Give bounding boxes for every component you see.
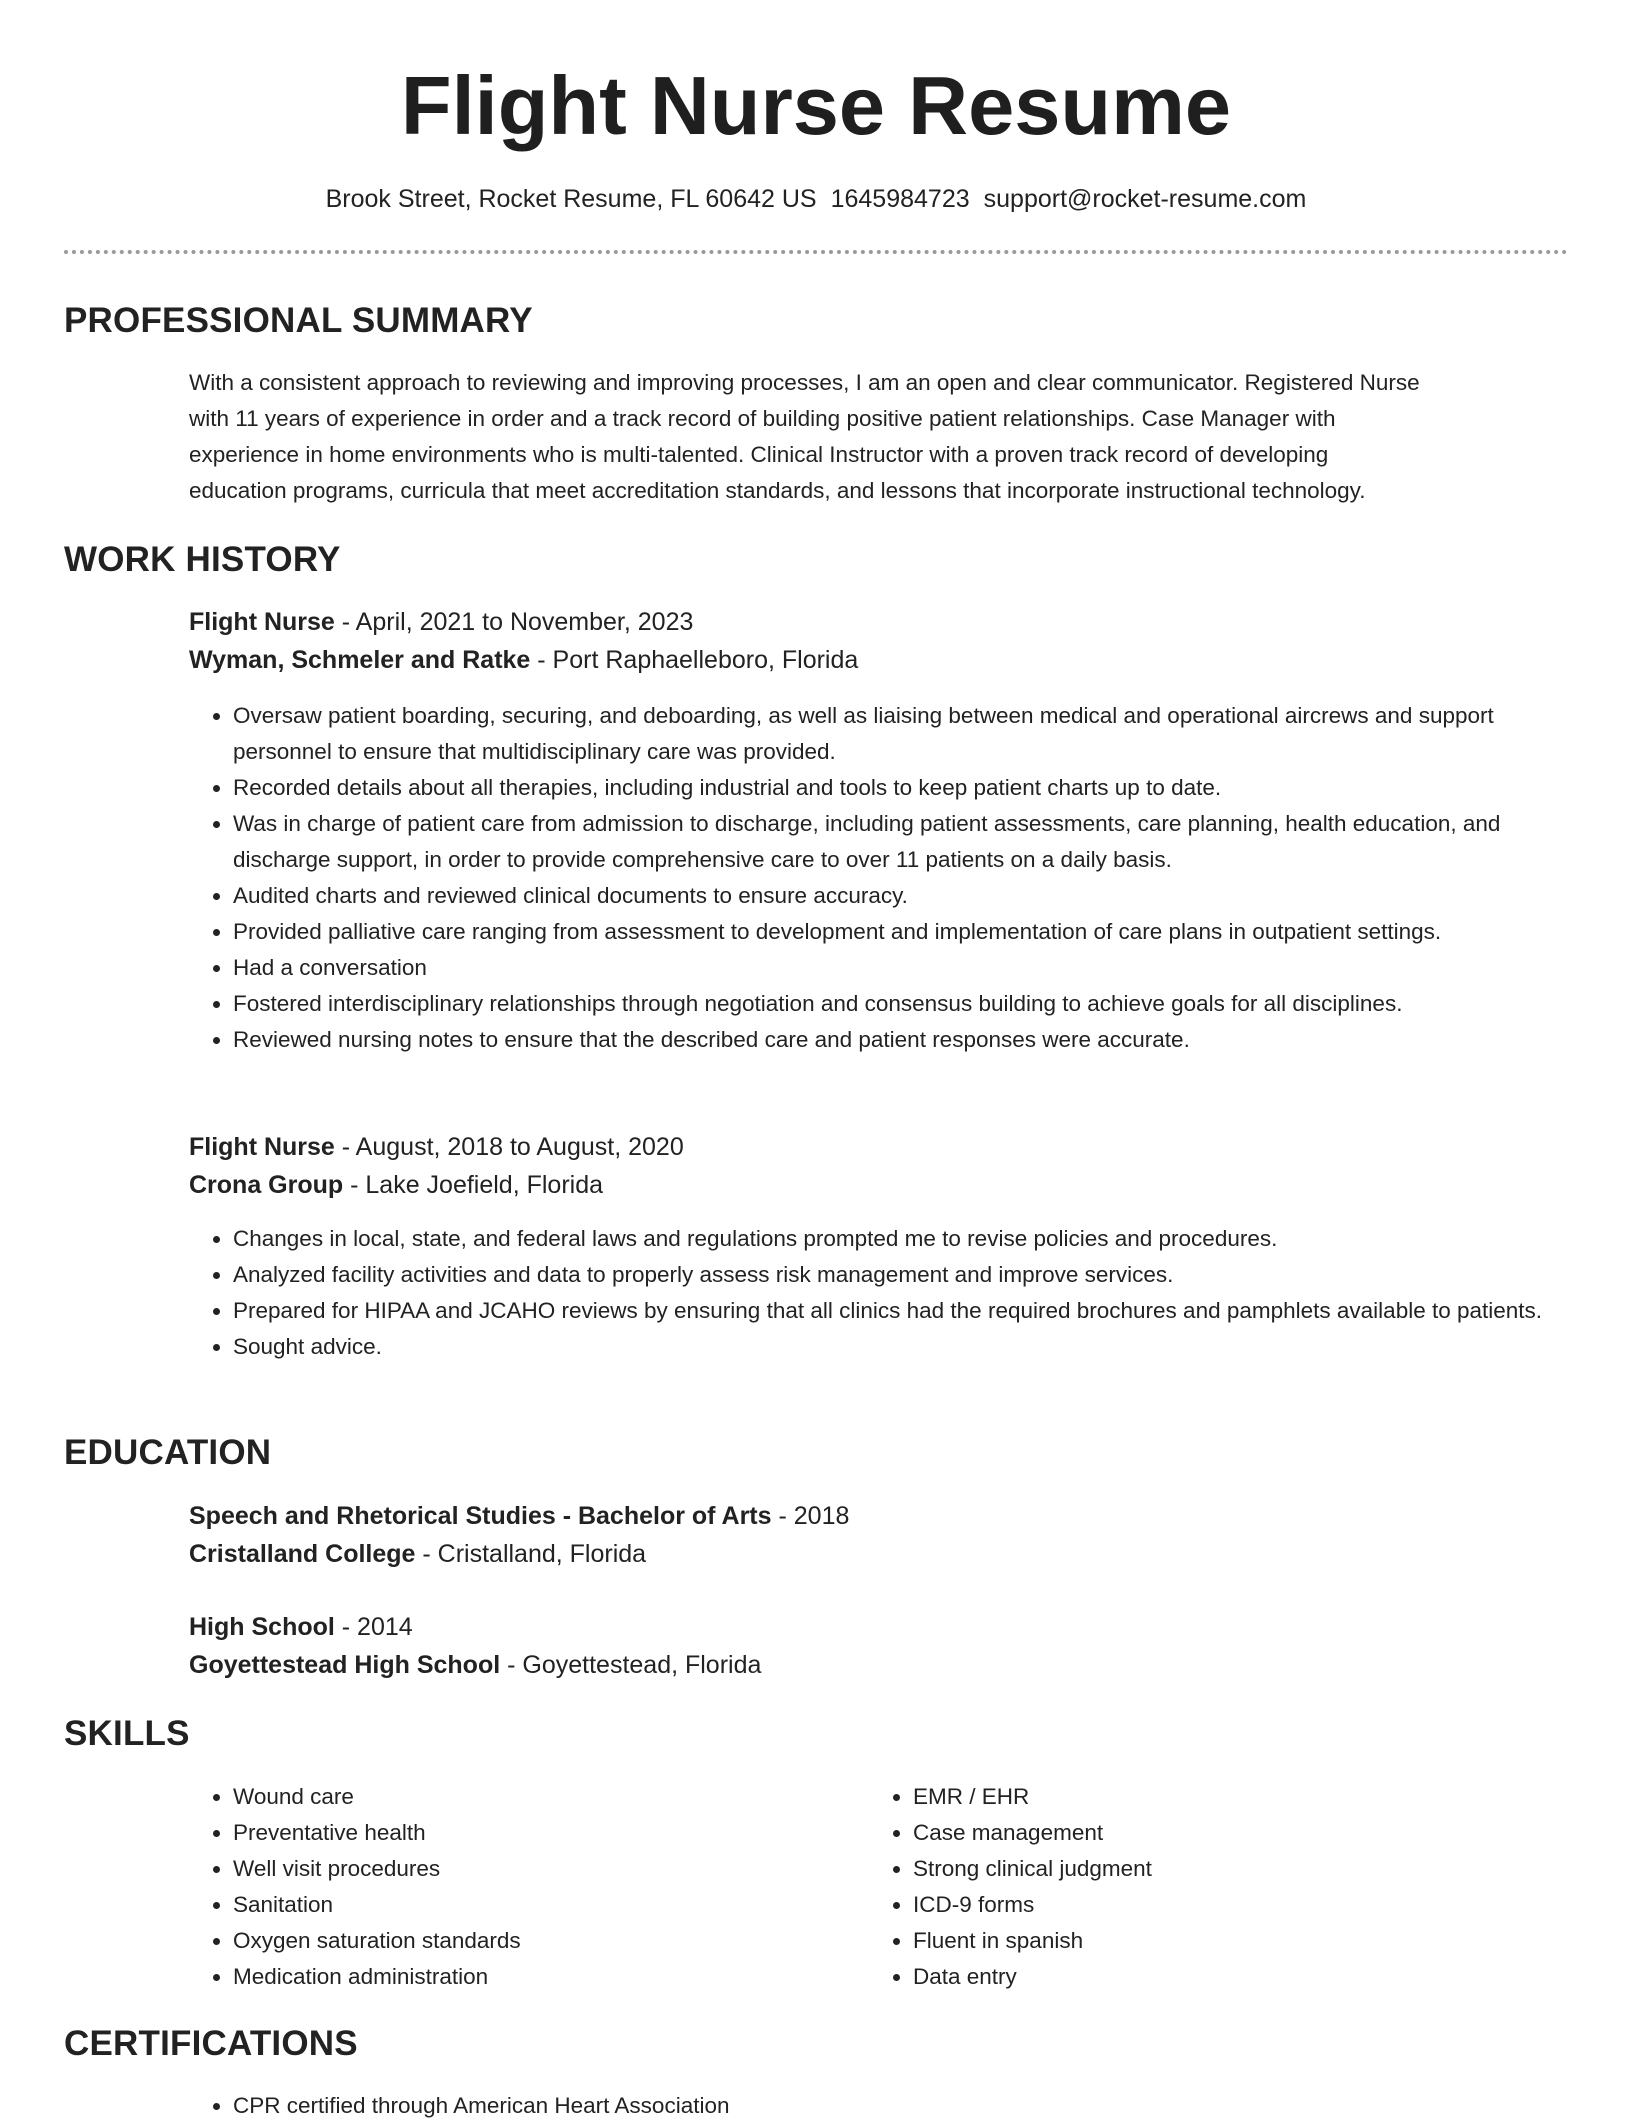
- education-school: Goyettestead High School: [189, 1651, 501, 1679]
- job-company-line: [189, 1166, 1569, 1204]
- education-degree: High School: [189, 1613, 335, 1641]
- resume-title: Flight Nurse Resume: [400, 59, 1232, 152]
- certifications-list: [189, 2088, 1569, 2124]
- job-bullet: • Reviewed nursing notes to ensure that the described care and patient responses were accurate.: [233, 1022, 1569, 1058]
- skill-item: • Wound care: [233, 1779, 829, 1815]
- job-bullet: • Recorded details about all therapies, including industrial and tools to keep patient charts up to date.: [233, 770, 1569, 806]
- job-bullet: • Changes in local, state, and federal laws and regulations prompted me to revise policies and procedures.: [233, 1221, 1569, 1257]
- contact-line: [64, 179, 1568, 219]
- job-bullet: • Provided palliative care ranging from assessment to development and implementation of care plans in outpatient settings.: [233, 914, 1569, 950]
- education-location: - Goyettestead, Florida: [500, 1651, 762, 1679]
- skill-item: • ICD-9 forms: [913, 1887, 1509, 1923]
- job-bullets: [189, 1221, 1569, 1365]
- job-dates: - August, 2018 to August, 2020: [334, 1133, 684, 1161]
- certification-item: • CPR certified through American Heart Association: [233, 2088, 1569, 2124]
- job-entry: [189, 1128, 1569, 1204]
- skill-item: • Preventative health: [233, 1815, 829, 1851]
- summary-heading: PROFESSIONAL SUMMARY: [64, 301, 533, 340]
- contact-phone: 1645984723: [830, 185, 970, 213]
- skill-item: • Oxygen saturation standards: [233, 1923, 829, 1959]
- summary-line: experience in home environments who is multi-talented. Clinical Instructor with a proven track record of developing: [189, 442, 1329, 467]
- job-bullets: [189, 698, 1569, 1058]
- education-degree-line: [189, 1497, 1569, 1535]
- header-divider: [64, 250, 1568, 254]
- education-school-line: [189, 1535, 1569, 1573]
- job-bullet: • Oversaw patient boarding, securing, and deboarding, as well as liaising between medical and operational aircrews and support personnel to ensure that multidisciplinary care was provided.: [233, 698, 1569, 770]
- skill-item: • Sanitation: [233, 1887, 829, 1923]
- job-bullet: • Sought advice.: [233, 1329, 1569, 1365]
- education-heading: EDUCATION: [64, 1433, 272, 1472]
- job-bullet: • Audited charts and reviewed clinical documents to ensure accuracy.: [233, 878, 1569, 914]
- skill-item: • Medication administration: [233, 1959, 829, 1995]
- job-bullet: • Analyzed facility activities and data to properly assess risk management and improve services.: [233, 1257, 1569, 1293]
- job-bullet: • Prepared for HIPAA and JCAHO reviews by ensuring that all clinics had the required brochures and pamphlets available to patients.: [233, 1293, 1569, 1329]
- job-title: Flight Nurse: [189, 608, 335, 636]
- education-degree: Speech and Rhetorical Studies - Bachelor of Arts: [189, 1502, 772, 1530]
- job-title-line: [189, 603, 1569, 641]
- summary-text: [189, 365, 1569, 509]
- job-company: Crona Group: [189, 1171, 344, 1199]
- job-bullet: • Had a conversation: [233, 950, 1569, 986]
- skill-item: • Fluent in spanish: [913, 1923, 1509, 1959]
- education-entry: [189, 1497, 1569, 1573]
- contact-email: support@rocket-resume.com: [983, 185, 1307, 213]
- job-location: - Lake Joefield, Florida: [343, 1171, 604, 1199]
- summary-line: With a consistent approach to reviewing and improving processes, I am an open and clear communicator. Registered Nurse: [189, 370, 1420, 395]
- education-year: - 2014: [334, 1613, 413, 1641]
- job-entry: [189, 603, 1569, 679]
- job-title-line: [189, 1128, 1569, 1166]
- job-bullet: • Was in charge of patient care from admission to discharge, including patient assessments, care planning, health education, and discharge support, in order to provide comprehensive care to over 11 patients on a daily basis.: [233, 806, 1569, 878]
- skill-item: • EMR / EHR: [913, 1779, 1509, 1815]
- skill-item: • Well visit procedures: [233, 1851, 829, 1887]
- education-entry: [189, 1608, 1569, 1684]
- job-title: Flight Nurse: [189, 1133, 335, 1161]
- education-school: Cristalland College: [189, 1540, 416, 1568]
- certifications-heading: CERTIFICATIONS: [64, 2024, 358, 2063]
- job-bullet: • Fostered interdisciplinary relationships through negotiation and consensus building to achieve goals for all disciplines.: [233, 986, 1569, 1022]
- education-degree-line: [189, 1608, 1569, 1646]
- skills-column-right: [869, 1779, 1509, 1995]
- job-location: - Port Raphaelleboro, Florida: [530, 646, 859, 674]
- education-location: - Cristalland, Florida: [415, 1540, 647, 1568]
- work-heading: WORK HISTORY: [64, 540, 341, 579]
- contact-address: Brook Street, Rocket Resume, FL 60642 US: [325, 185, 817, 213]
- skill-item: • Case management: [913, 1815, 1509, 1851]
- skills-heading: SKILLS: [64, 1714, 190, 1753]
- summary-line: education programs, curricula that meet accreditation standards, and lessons that incorporate instructional technology.: [189, 478, 1366, 503]
- skill-item: • Strong clinical judgment: [913, 1851, 1509, 1887]
- job-dates: - April, 2021 to November, 2023: [334, 608, 694, 636]
- education-school-line: [189, 1646, 1569, 1684]
- job-company: Wyman, Schmeler and Ratke: [189, 646, 531, 674]
- skills-column-left: [189, 1779, 829, 1995]
- summary-line: with 11 years of experience in order and a track record of building positive patient relationships. Case Manager with: [189, 406, 1336, 431]
- education-year: - 2018: [771, 1502, 850, 1530]
- job-company-line: [189, 641, 1569, 679]
- skill-item: • Data entry: [913, 1959, 1509, 1995]
